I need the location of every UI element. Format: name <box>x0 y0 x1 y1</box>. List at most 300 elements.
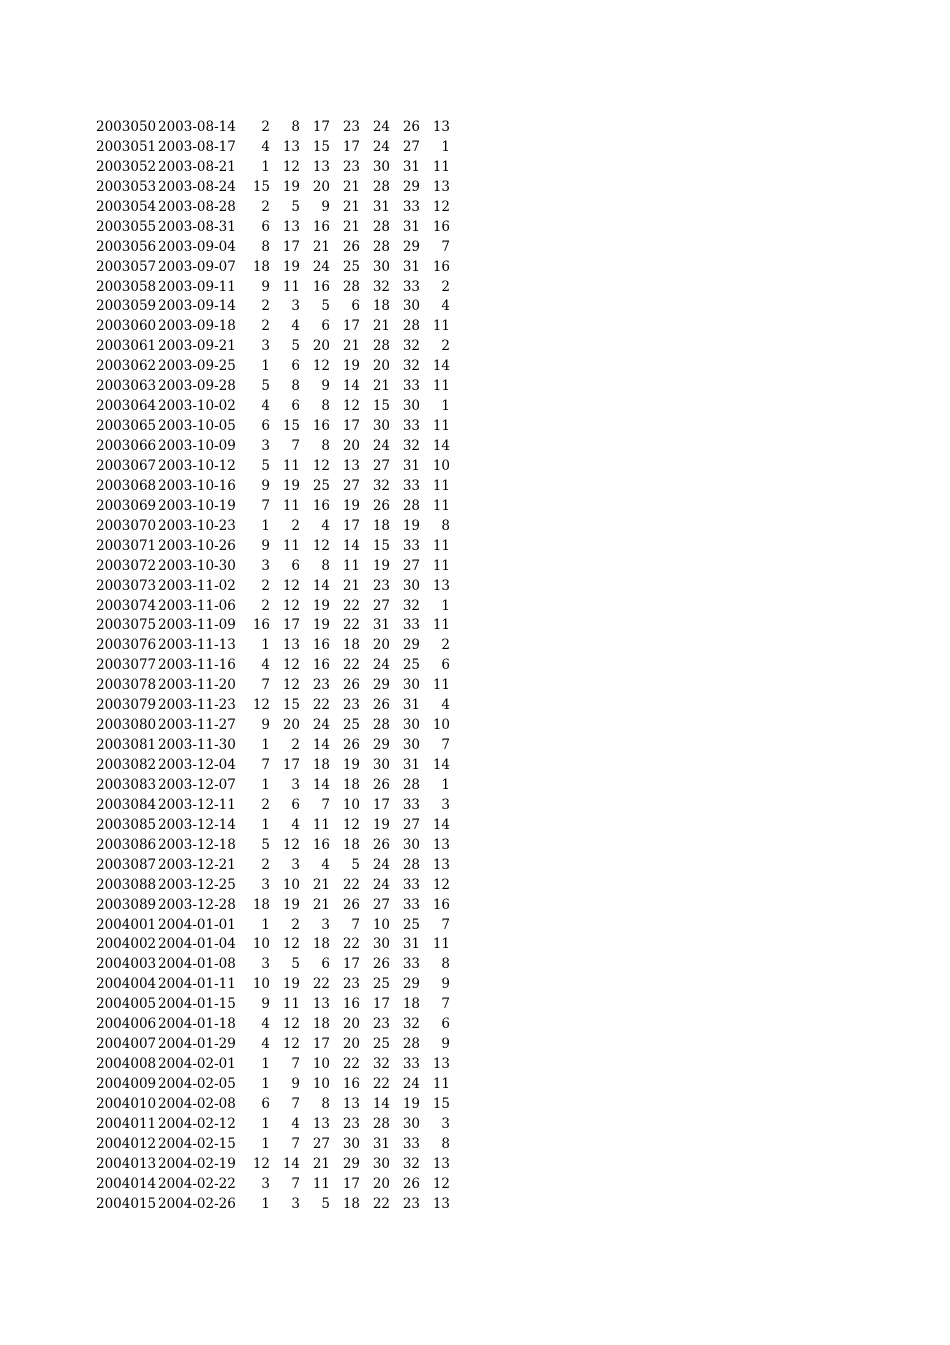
number-3-cell: 7 <box>321 796 330 813</box>
issue-number-cell: 2003055 <box>96 218 157 235</box>
table-row <box>96 477 450 497</box>
number-3-cell: 14 <box>312 577 330 594</box>
table-row <box>96 1095 450 1115</box>
table-row <box>96 1075 450 1095</box>
special-number-cell: 11 <box>432 936 450 953</box>
number-1-cell: 1 <box>261 1076 270 1092</box>
number-1-cell: 15 <box>252 178 270 195</box>
number-1-cell: 2 <box>261 119 270 135</box>
number-5-cell: 30 <box>372 258 390 275</box>
number-3-cell: 12 <box>312 358 330 375</box>
issue-number-cell: 2004004 <box>96 976 157 993</box>
draw-date-cell: 2003-11-30 <box>158 737 236 754</box>
number-5-cell: 18 <box>372 298 390 315</box>
number-5-cell: 26 <box>372 836 390 853</box>
table-row <box>96 995 450 1015</box>
number-2-cell: 15 <box>282 697 300 714</box>
number-6-cell: 33 <box>402 876 420 893</box>
issue-number-cell: 2003058 <box>96 278 157 295</box>
number-4-cell: 25 <box>342 258 360 275</box>
number-3-cell: 6 <box>321 956 330 973</box>
number-2-cell: 14 <box>282 1155 300 1172</box>
issue-number-cell: 2003074 <box>96 597 157 614</box>
number-1-cell: 9 <box>261 717 270 734</box>
number-4-cell: 7 <box>351 916 360 933</box>
draw-date-cell: 2003-11-09 <box>158 617 236 634</box>
table-row <box>96 317 450 337</box>
issue-number-cell: 2003063 <box>96 378 157 395</box>
draw-date-cell: 2004-01-11 <box>158 976 236 993</box>
draw-date-cell: 2003-10-30 <box>158 557 236 574</box>
issue-number-cell: 2003067 <box>96 457 157 474</box>
issue-number-cell: 2003079 <box>96 697 157 714</box>
number-2-cell: 12 <box>282 158 300 175</box>
number-4-cell: 14 <box>342 378 360 395</box>
number-1-cell: 1 <box>261 517 270 534</box>
issue-number-cell: 2003068 <box>96 477 157 494</box>
number-4-cell: 30 <box>342 1135 360 1152</box>
number-3-cell: 13 <box>312 1115 330 1132</box>
number-3-cell: 8 <box>321 1095 330 1112</box>
number-4-cell: 28 <box>342 278 360 295</box>
special-number-cell: 2 <box>441 637 450 654</box>
number-2-cell: 7 <box>291 1135 300 1152</box>
number-5-cell: 23 <box>372 1016 390 1033</box>
special-number-cell: 6 <box>441 1016 450 1033</box>
draw-date-cell: 2003-10-12 <box>158 457 236 474</box>
number-3-cell: 24 <box>312 258 330 275</box>
number-4-cell: 29 <box>342 1155 360 1172</box>
number-1-cell: 2 <box>261 597 270 614</box>
number-1-cell: 4 <box>261 398 270 415</box>
number-3-cell: 8 <box>321 438 330 454</box>
number-1-cell: 3 <box>261 438 270 454</box>
number-2-cell: 2 <box>291 916 300 933</box>
number-3-cell: 22 <box>312 697 330 714</box>
number-1-cell: 4 <box>261 138 270 155</box>
table-row <box>96 1195 450 1215</box>
issue-number-cell: 2004010 <box>96 1095 157 1112</box>
table-row <box>96 597 450 617</box>
table-row <box>96 696 450 716</box>
number-6-cell: 31 <box>402 936 420 953</box>
number-3-cell: 3 <box>321 916 330 933</box>
draw-date-cell: 2003-09-18 <box>158 318 236 335</box>
number-6-cell: 31 <box>402 697 420 714</box>
number-1-cell: 1 <box>261 1056 270 1073</box>
number-5-cell: 31 <box>372 1135 390 1152</box>
number-2-cell: 6 <box>291 358 300 375</box>
number-4-cell: 21 <box>342 198 360 215</box>
number-4-cell: 22 <box>342 657 360 674</box>
number-2-cell: 5 <box>291 198 300 215</box>
number-6-cell: 25 <box>402 657 420 674</box>
number-3-cell: 27 <box>312 1135 330 1152</box>
number-4-cell: 26 <box>342 238 360 255</box>
issue-number-cell: 2003088 <box>96 876 157 893</box>
special-number-cell: 11 <box>432 318 450 335</box>
special-number-cell: 13 <box>432 1195 450 1212</box>
table-row <box>96 138 450 158</box>
number-6-cell: 32 <box>402 1155 420 1172</box>
number-3-cell: 5 <box>321 298 330 315</box>
draw-date-cell: 2003-09-25 <box>158 358 236 375</box>
draw-date-cell: 2003-11-23 <box>158 697 236 714</box>
table-row <box>96 238 450 258</box>
number-6-cell: 33 <box>402 956 420 973</box>
special-number-cell: 14 <box>432 438 450 454</box>
number-6-cell: 33 <box>402 378 420 395</box>
number-4-cell: 26 <box>342 896 360 913</box>
number-2-cell: 19 <box>282 976 300 993</box>
number-2-cell: 4 <box>291 1115 300 1132</box>
issue-number-cell: 2003057 <box>96 258 157 275</box>
table-row <box>96 178 450 198</box>
draw-date-cell: 2004-01-29 <box>158 1036 236 1053</box>
number-6-cell: 29 <box>402 637 420 654</box>
special-number-cell: 1 <box>441 776 450 793</box>
draw-date-cell: 2004-02-01 <box>158 1056 236 1073</box>
table-row <box>96 158 450 178</box>
special-number-cell: 4 <box>441 697 450 714</box>
number-2-cell: 2 <box>291 737 300 754</box>
issue-number-cell: 2004008 <box>96 1056 157 1073</box>
special-number-cell: 10 <box>432 457 450 474</box>
table-row <box>96 497 450 517</box>
number-5-cell: 21 <box>372 378 390 395</box>
number-5-cell: 26 <box>372 497 390 514</box>
number-6-cell: 31 <box>402 258 420 275</box>
number-1-cell: 2 <box>261 198 270 215</box>
table-row <box>96 1175 450 1195</box>
special-number-cell: 8 <box>441 956 450 973</box>
special-number-cell: 4 <box>441 298 450 315</box>
draw-date-cell: 2003-12-18 <box>158 836 236 853</box>
number-3-cell: 21 <box>312 1155 330 1172</box>
number-6-cell: 32 <box>402 597 420 614</box>
number-4-cell: 10 <box>342 796 360 813</box>
number-4-cell: 26 <box>342 737 360 754</box>
number-6-cell: 23 <box>402 1195 420 1212</box>
number-2-cell: 4 <box>291 816 300 833</box>
special-number-cell: 14 <box>432 358 450 375</box>
issue-number-cell: 2003066 <box>96 438 157 454</box>
issue-number-cell: 2003087 <box>96 856 157 873</box>
issue-number-cell: 2004005 <box>96 996 157 1013</box>
draw-date-cell: 2003-12-07 <box>158 776 236 793</box>
issue-number-cell: 2003062 <box>96 358 157 375</box>
table-row <box>96 397 450 417</box>
draw-date-cell: 2003-10-19 <box>158 497 236 514</box>
table-row <box>96 816 450 836</box>
draw-date-cell: 2004-02-19 <box>158 1155 236 1172</box>
number-5-cell: 19 <box>372 557 390 574</box>
table-row <box>96 636 450 656</box>
number-1-cell: 6 <box>261 218 270 235</box>
number-3-cell: 13 <box>312 996 330 1013</box>
special-number-cell: 3 <box>441 796 450 813</box>
issue-number-cell: 2003086 <box>96 836 157 853</box>
number-2-cell: 7 <box>291 1095 300 1112</box>
special-number-cell: 16 <box>432 258 450 275</box>
number-1-cell: 18 <box>252 258 270 275</box>
number-6-cell: 33 <box>402 537 420 554</box>
number-1-cell: 1 <box>261 1115 270 1132</box>
draw-results-body <box>96 118 450 1215</box>
number-5-cell: 24 <box>372 876 390 893</box>
special-number-cell: 11 <box>432 537 450 554</box>
number-2-cell: 12 <box>282 1036 300 1053</box>
draw-date-cell: 2003-10-02 <box>158 398 236 415</box>
table-row <box>96 457 450 477</box>
number-5-cell: 29 <box>372 737 390 754</box>
special-number-cell: 7 <box>441 737 450 754</box>
special-number-cell: 7 <box>441 238 450 255</box>
draw-date-cell: 2004-02-15 <box>158 1135 236 1152</box>
number-1-cell: 9 <box>261 278 270 295</box>
number-5-cell: 18 <box>372 517 390 534</box>
number-3-cell: 18 <box>312 1016 330 1033</box>
number-1-cell: 10 <box>252 936 270 953</box>
number-3-cell: 17 <box>312 1036 330 1053</box>
number-6-cell: 30 <box>402 298 420 315</box>
number-2-cell: 3 <box>291 856 300 873</box>
number-1-cell: 3 <box>261 1175 270 1192</box>
table-row <box>96 297 450 317</box>
table-row <box>96 337 450 357</box>
number-3-cell: 4 <box>321 856 330 873</box>
number-4-cell: 19 <box>342 757 360 773</box>
number-4-cell: 19 <box>342 497 360 514</box>
number-1-cell: 2 <box>261 318 270 335</box>
draw-date-cell: 2003-09-11 <box>158 278 236 295</box>
number-5-cell: 26 <box>372 697 390 714</box>
number-5-cell: 30 <box>372 158 390 175</box>
number-5-cell: 28 <box>372 1115 390 1132</box>
number-2-cell: 17 <box>282 617 300 634</box>
special-number-cell: 1 <box>441 138 450 155</box>
number-1-cell: 12 <box>252 697 270 714</box>
number-5-cell: 32 <box>372 1056 390 1073</box>
special-number-cell: 1 <box>441 597 450 614</box>
number-3-cell: 10 <box>312 1076 330 1092</box>
issue-number-cell: 2004003 <box>96 956 157 973</box>
table-row <box>96 955 450 975</box>
number-3-cell: 15 <box>312 138 330 155</box>
number-4-cell: 18 <box>342 836 360 853</box>
draw-date-cell: 2004-01-08 <box>158 956 236 973</box>
draw-date-cell: 2003-10-23 <box>158 517 236 534</box>
number-5-cell: 20 <box>372 358 390 375</box>
number-5-cell: 27 <box>372 597 390 614</box>
number-1-cell: 1 <box>261 1135 270 1152</box>
number-1-cell: 3 <box>261 557 270 574</box>
number-3-cell: 5 <box>321 1195 330 1212</box>
number-6-cell: 28 <box>402 497 420 514</box>
table-row <box>96 417 450 437</box>
issue-number-cell: 2003071 <box>96 537 157 554</box>
number-6-cell: 29 <box>402 976 420 993</box>
issue-number-cell: 2003056 <box>96 238 157 255</box>
number-1-cell: 3 <box>261 956 270 973</box>
special-number-cell: 16 <box>432 896 450 913</box>
number-4-cell: 17 <box>342 138 360 155</box>
number-5-cell: 30 <box>372 936 390 953</box>
table-row <box>96 676 450 696</box>
table-row <box>96 1135 450 1155</box>
issue-number-cell: 2004011 <box>96 1115 157 1132</box>
number-3-cell: 8 <box>321 398 330 415</box>
number-3-cell: 17 <box>312 119 330 135</box>
number-2-cell: 7 <box>291 438 300 454</box>
table-row <box>96 1115 450 1135</box>
number-6-cell: 33 <box>402 1135 420 1152</box>
issue-number-cell: 2003059 <box>96 298 157 315</box>
number-5-cell: 26 <box>372 776 390 793</box>
special-number-cell: 8 <box>441 1135 450 1152</box>
number-3-cell: 6 <box>321 318 330 335</box>
draw-date-cell: 2003-11-27 <box>158 717 236 734</box>
number-5-cell: 27 <box>372 896 390 913</box>
number-5-cell: 30 <box>372 1155 390 1172</box>
table-row <box>96 1155 450 1175</box>
number-5-cell: 14 <box>372 1095 390 1112</box>
number-5-cell: 17 <box>372 996 390 1013</box>
number-5-cell: 15 <box>372 398 390 415</box>
number-5-cell: 28 <box>372 218 390 235</box>
number-1-cell: 9 <box>261 996 270 1013</box>
number-6-cell: 29 <box>402 238 420 255</box>
special-number-cell: 13 <box>432 836 450 853</box>
number-5-cell: 30 <box>372 418 390 435</box>
special-number-cell: 6 <box>441 657 450 674</box>
issue-number-cell: 2003080 <box>96 717 157 734</box>
draw-date-cell: 2003-11-06 <box>158 597 236 614</box>
table-row <box>96 437 450 457</box>
number-4-cell: 21 <box>342 338 360 355</box>
draw-results-table <box>96 118 450 1215</box>
number-2-cell: 11 <box>282 278 300 295</box>
number-1-cell: 1 <box>261 158 270 175</box>
number-5-cell: 19 <box>372 816 390 833</box>
special-number-cell: 2 <box>441 278 450 295</box>
special-number-cell: 12 <box>432 876 450 893</box>
number-4-cell: 14 <box>342 537 360 554</box>
number-1-cell: 7 <box>261 497 270 514</box>
table-row <box>96 836 450 856</box>
issue-number-cell: 2003076 <box>96 637 157 654</box>
number-4-cell: 18 <box>342 637 360 654</box>
number-4-cell: 17 <box>342 318 360 335</box>
number-3-cell: 4 <box>321 517 330 534</box>
issue-number-cell: 2003075 <box>96 617 157 634</box>
table-row <box>96 716 450 736</box>
issue-number-cell: 2003060 <box>96 318 157 335</box>
draw-date-cell: 2003-11-20 <box>158 677 236 694</box>
number-1-cell: 10 <box>252 976 270 993</box>
number-2-cell: 13 <box>282 637 300 654</box>
issue-number-cell: 2003072 <box>96 557 157 574</box>
issue-number-cell: 2004012 <box>96 1135 157 1152</box>
number-3-cell: 24 <box>312 717 330 734</box>
number-4-cell: 20 <box>342 1036 360 1053</box>
number-1-cell: 1 <box>261 1195 270 1212</box>
number-5-cell: 31 <box>372 617 390 634</box>
draw-date-cell: 2004-02-05 <box>158 1076 236 1092</box>
number-4-cell: 11 <box>342 557 360 574</box>
issue-number-cell: 2003077 <box>96 657 157 674</box>
number-5-cell: 32 <box>372 278 390 295</box>
number-3-cell: 9 <box>321 198 330 215</box>
number-5-cell: 28 <box>372 338 390 355</box>
number-4-cell: 22 <box>342 936 360 953</box>
issue-number-cell: 2003052 <box>96 158 157 175</box>
number-6-cell: 27 <box>402 816 420 833</box>
number-2-cell: 19 <box>282 178 300 195</box>
number-1-cell: 1 <box>261 916 270 933</box>
number-4-cell: 16 <box>342 996 360 1013</box>
special-number-cell: 16 <box>432 218 450 235</box>
special-number-cell: 13 <box>432 577 450 594</box>
number-4-cell: 21 <box>342 218 360 235</box>
number-6-cell: 27 <box>402 557 420 574</box>
number-5-cell: 25 <box>372 1036 390 1053</box>
draw-date-cell: 2004-02-12 <box>158 1115 236 1132</box>
special-number-cell: 9 <box>441 976 450 993</box>
issue-number-cell: 2003054 <box>96 198 157 215</box>
number-1-cell: 1 <box>261 737 270 754</box>
number-2-cell: 12 <box>282 597 300 614</box>
number-2-cell: 8 <box>291 119 300 135</box>
number-6-cell: 32 <box>402 338 420 355</box>
special-number-cell: 11 <box>432 1076 450 1092</box>
number-4-cell: 22 <box>342 617 360 634</box>
table-row <box>96 616 450 636</box>
number-2-cell: 7 <box>291 1056 300 1073</box>
number-4-cell: 21 <box>342 178 360 195</box>
table-row <box>96 975 450 995</box>
number-5-cell: 24 <box>372 438 390 454</box>
number-1-cell: 1 <box>261 358 270 375</box>
number-2-cell: 12 <box>282 657 300 674</box>
draw-date-cell: 2003-08-21 <box>158 158 236 175</box>
special-number-cell: 10 <box>432 717 450 734</box>
draw-date-cell: 2003-10-09 <box>158 438 236 454</box>
number-6-cell: 30 <box>402 577 420 594</box>
number-1-cell: 4 <box>261 1016 270 1033</box>
number-3-cell: 13 <box>312 158 330 175</box>
number-2-cell: 19 <box>282 477 300 494</box>
number-6-cell: 30 <box>402 836 420 853</box>
number-5-cell: 31 <box>372 198 390 215</box>
number-6-cell: 32 <box>402 358 420 375</box>
number-2-cell: 5 <box>291 338 300 355</box>
special-number-cell: 13 <box>432 1056 450 1073</box>
issue-number-cell: 2004013 <box>96 1155 157 1172</box>
number-1-cell: 5 <box>261 836 270 853</box>
number-6-cell: 30 <box>402 677 420 694</box>
number-4-cell: 17 <box>342 517 360 534</box>
draw-date-cell: 2003-12-04 <box>158 757 236 773</box>
number-6-cell: 29 <box>402 178 420 195</box>
table-row <box>96 577 450 597</box>
number-1-cell: 5 <box>261 378 270 395</box>
issue-number-cell: 2003070 <box>96 517 157 534</box>
number-5-cell: 24 <box>372 138 390 155</box>
number-4-cell: 23 <box>342 976 360 993</box>
issue-number-cell: 2003065 <box>96 418 157 435</box>
number-5-cell: 32 <box>372 477 390 494</box>
